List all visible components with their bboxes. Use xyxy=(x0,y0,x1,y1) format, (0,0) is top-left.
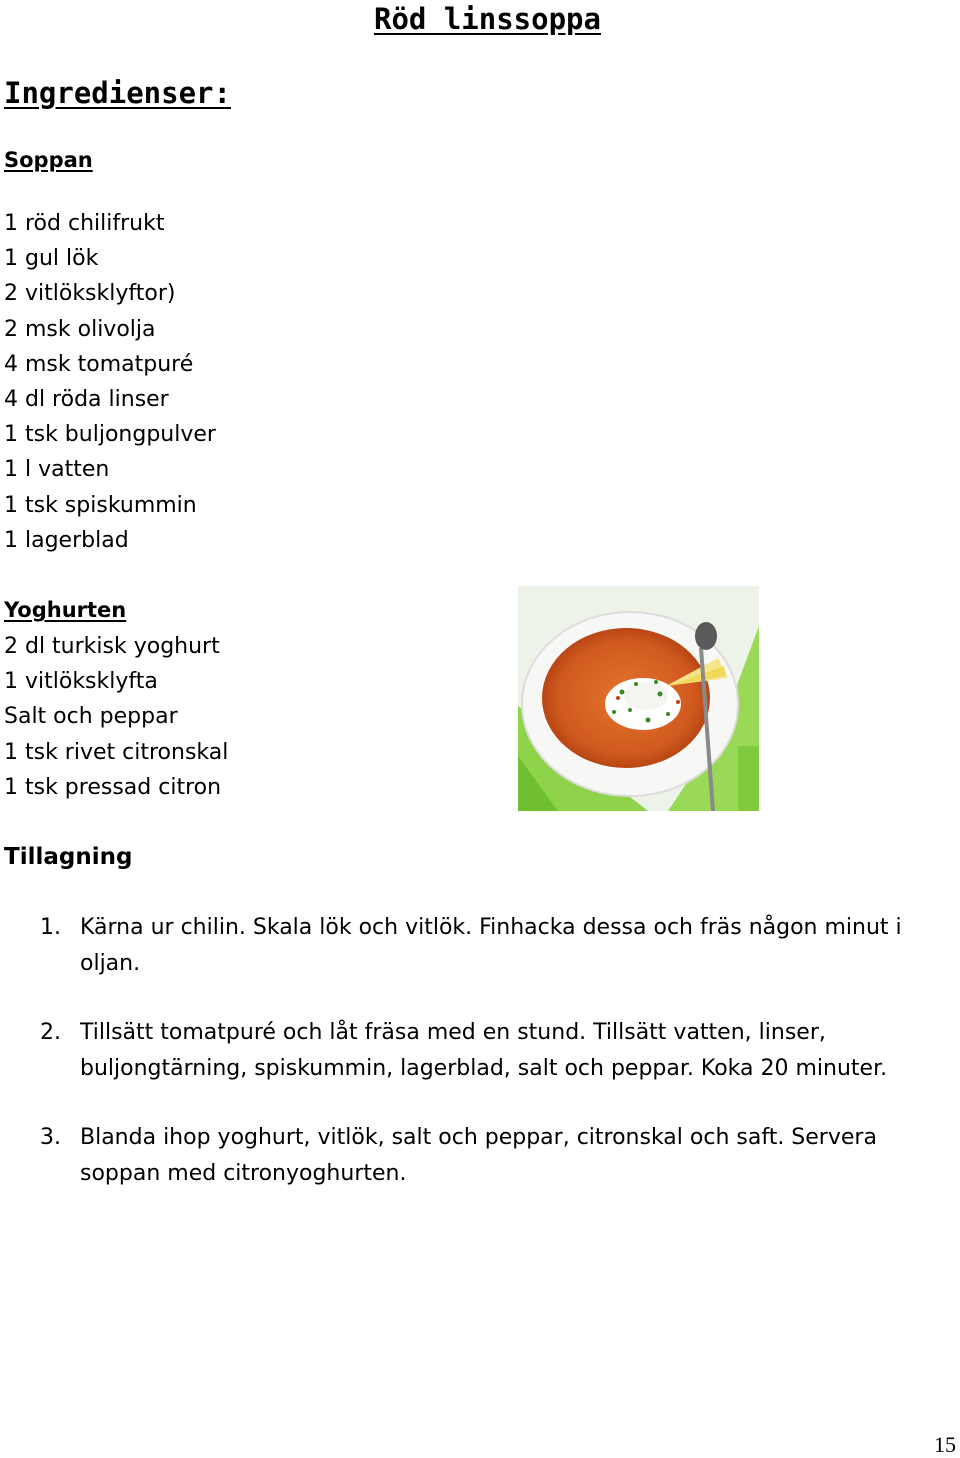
step-number: 1. xyxy=(40,915,61,940)
step-number: 3. xyxy=(40,1125,61,1150)
list-item: 1 l vatten xyxy=(4,457,110,483)
yoghurt-ingredient-list xyxy=(4,629,228,805)
soup-photo xyxy=(518,586,759,811)
list-item: 1 vitlöksklyfta xyxy=(4,669,158,695)
preparation-heading: Tillagning xyxy=(4,844,133,870)
list-item: 1 tsk rivet citronskal xyxy=(4,739,229,765)
yoghurt-heading: Yoghurten xyxy=(4,598,127,622)
step-text: Tillsätt tomatpuré och låt fräsa med en stund. Tillsätt vatten, linser, buljongtärning, spiskummin, lagerblad, salt och peppar. Koka 20 minuter. xyxy=(80,1020,888,1081)
list-item: 4 dl röda linser xyxy=(4,386,169,412)
list-item: 1 tsk buljongpulver xyxy=(4,422,216,448)
list-item: Salt och peppar xyxy=(4,704,178,730)
page-number: 15 xyxy=(934,1432,956,1457)
step-text: Blanda ihop yoghurt, vitlök, salt och peppar, citronskal och saft. Servera soppan med citronyoghurten. xyxy=(80,1125,877,1186)
step-item xyxy=(40,1015,950,1087)
list-item: 1 lagerblad xyxy=(4,527,129,553)
list-item: 2 dl turkisk yoghurt xyxy=(4,634,220,659)
list-item: 1 tsk spiskummin xyxy=(4,492,197,518)
preparation-steps xyxy=(40,910,950,1225)
list-item: 4 msk tomatpuré xyxy=(4,351,194,377)
list-item: 1 tsk pressad citron xyxy=(4,774,222,800)
list-item: 1 röd chilifrukt xyxy=(4,211,165,236)
step-number: 2. xyxy=(40,1020,61,1045)
list-item: 2 msk olivolja xyxy=(4,316,156,342)
list-item: 2 vitlöksklyftor) xyxy=(4,281,176,307)
ingredients-heading: Ingredienser: xyxy=(4,76,231,110)
soup-heading: Soppan xyxy=(4,148,93,172)
step-item xyxy=(40,1120,950,1192)
soup-ingredient-list xyxy=(4,206,216,558)
step-text: Kärna ur chilin. Skala lök och vitlök. Finhacka dessa och fräs någon minut i oljan. xyxy=(80,915,902,976)
list-item: 1 gul lök xyxy=(4,246,99,272)
page-title: Röd linssoppa xyxy=(374,2,601,36)
step-item xyxy=(40,910,950,982)
